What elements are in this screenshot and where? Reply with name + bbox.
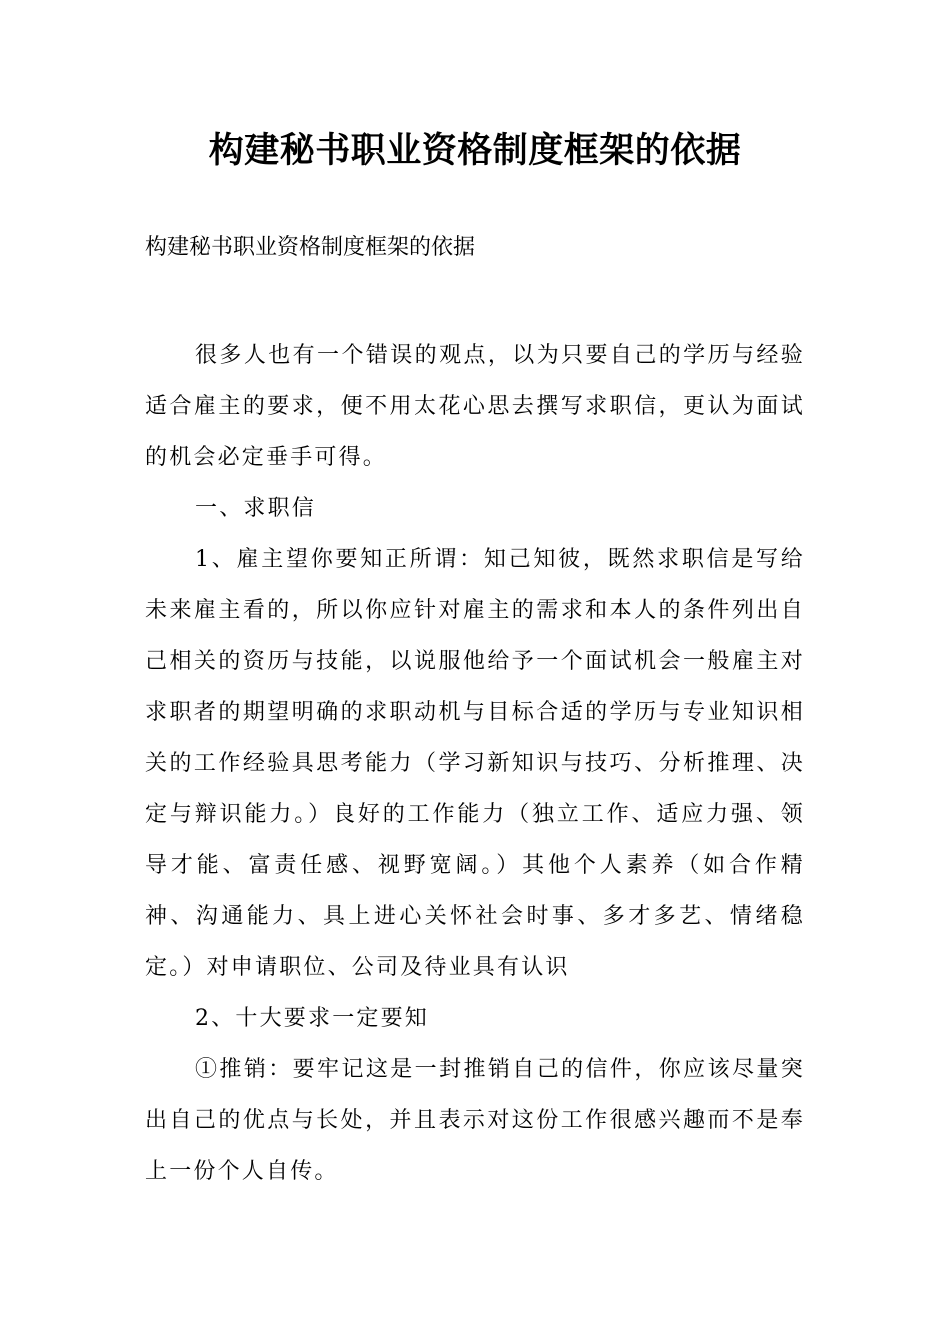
section-heading-cover-letter: 一、求职信 — [195, 496, 317, 521]
paragraph-intro: 很多人也有一个错误的观点，以为只要自己的学历与经验适合雇主的要求，便不用太花心思去撰写求职信，更认为面试的机会必定垂手可得。 — [145, 343, 805, 470]
document-body — [145, 330, 805, 1197]
paragraph-employer-expectations: 1、雇主望你要知正所谓：知己知彼，既然求职信是写给未来雇主看的，所以你应针对雇主的需求和本人的条件列出自己相关的资历与技能，以说服他给予一个面试机会一般雇主对求职者的期望明确的求职动机与目标合适的学历与专业知识相关的工作经验具思考能力（学习新知识与技巧、分析推理、决定与辩识能力。）良好的工作能力（独立工作、适应力强、领导才能、富责任感、视野宽阔。）其他个人素养（如合作精神、沟通能力、具上进心关怀社会时事、多才多艺、情绪稳定。）对申请职位、公司及待业具有认识 — [145, 547, 805, 980]
document-subtitle: 构建秘书职业资格制度框架的依据 — [145, 235, 476, 260]
subsection-heading-ten-requirements: 2、十大要求一定要知 — [195, 1006, 429, 1031]
page-title: 构建秘书职业资格制度框架的依据 — [208, 131, 742, 171]
paragraph-self-promotion: ①推销：要牢记这是一封推销自己的信件，你应该尽量突出自己的优点与长处，并且表示对这份工作很感兴趣而不是奉上一份个人自传。 — [145, 1057, 805, 1184]
